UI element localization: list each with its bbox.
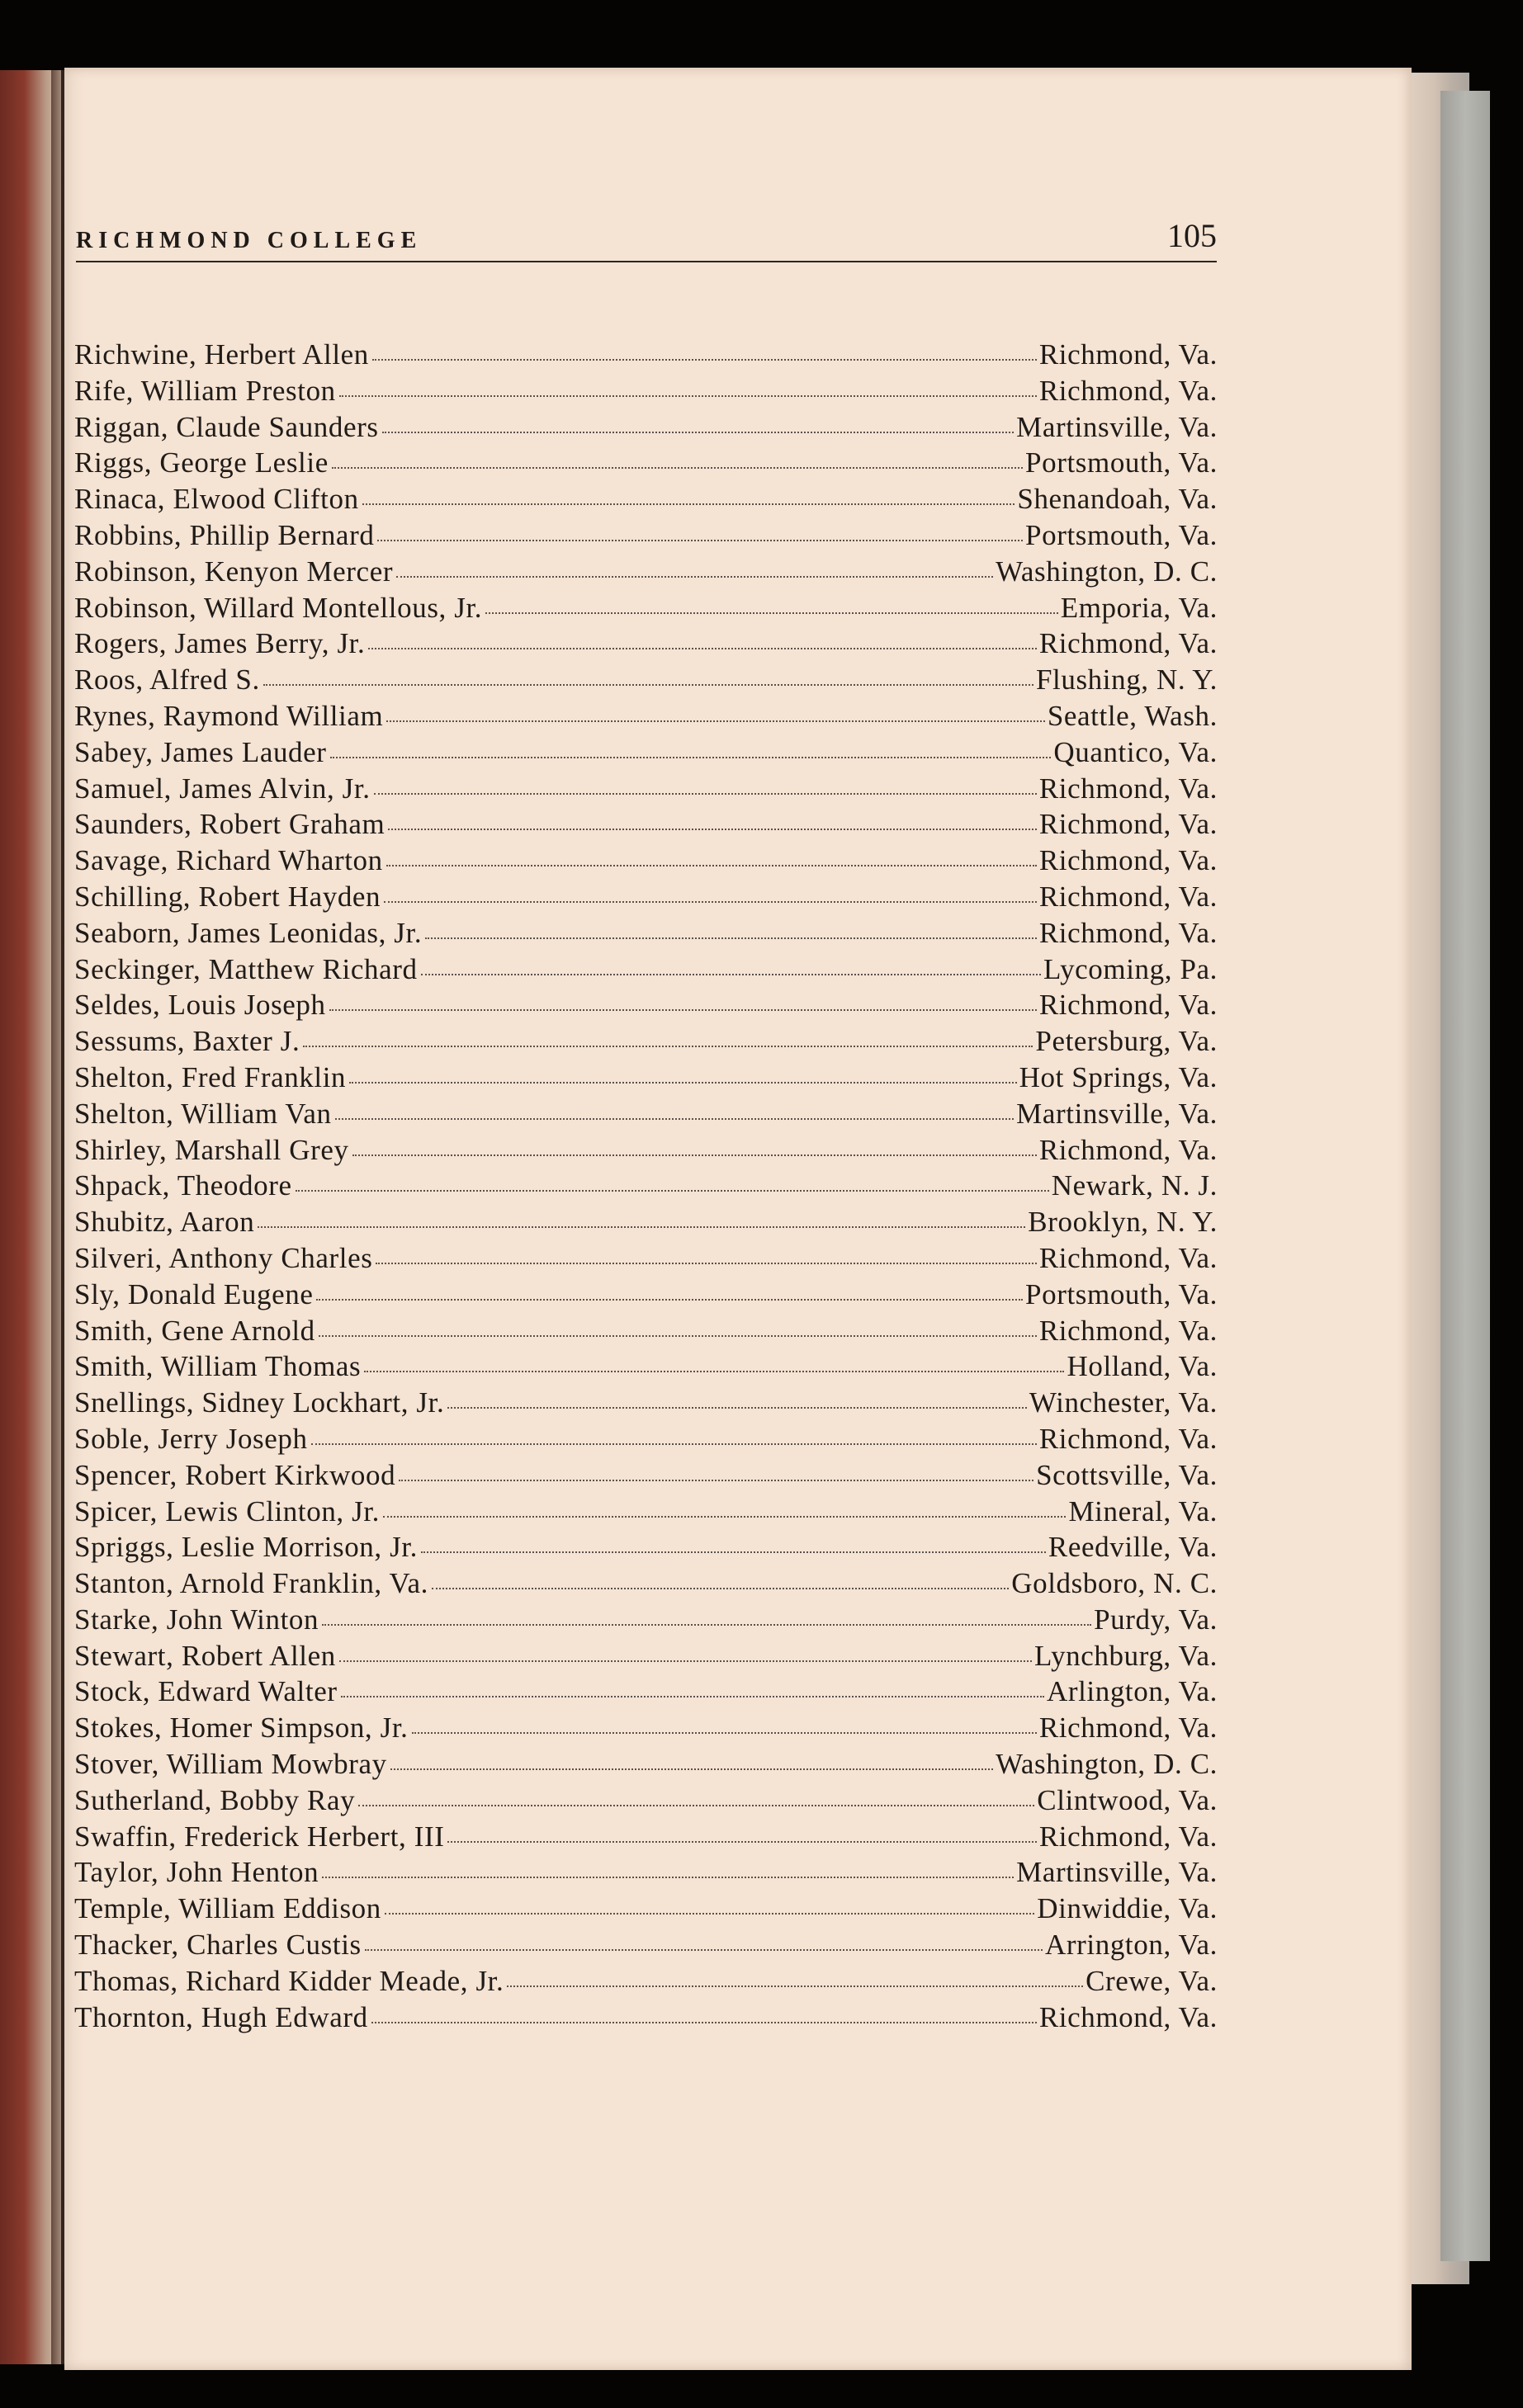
hometown: Richmond, Va. — [1038, 627, 1218, 660]
hometown: Richmond, Va. — [1038, 1133, 1218, 1166]
dot-leader — [376, 1263, 1036, 1264]
dot-leader — [377, 540, 1023, 541]
list-item — [74, 1204, 1218, 1240]
hometown: Holland, Va. — [1067, 1350, 1218, 1383]
student-name: Swaffin, Frederick Herbert, III — [74, 1820, 445, 1853]
dot-leader — [339, 395, 1037, 397]
student-name: Stanton, Arnold Franklin, Va. — [74, 1567, 428, 1600]
student-name: Robinson, Kenyon Mercer — [74, 555, 394, 588]
hometown: Crewe, Va. — [1085, 1964, 1218, 1997]
dot-leader — [382, 432, 1015, 433]
list-item — [74, 1891, 1218, 1927]
student-name: Seldes, Louis Joseph — [74, 989, 326, 1022]
dot-leader — [432, 1588, 1009, 1589]
hometown: Arlington, Va. — [1046, 1675, 1218, 1708]
list-item — [74, 1746, 1218, 1782]
dot-leader — [365, 1949, 1043, 1951]
list-item — [74, 1313, 1218, 1349]
dot-leader — [322, 1624, 1091, 1626]
dot-leader — [332, 467, 1023, 469]
list-item — [74, 1927, 1218, 1963]
list-item — [74, 445, 1218, 481]
list-item — [74, 1132, 1218, 1169]
page-number: 105 — [1167, 217, 1217, 254]
dot-leader — [362, 503, 1015, 505]
student-name: Riggan, Claude Saunders — [74, 410, 379, 443]
student-name: Seaborn, James Leonidas, Jr. — [74, 916, 423, 949]
dot-leader — [425, 937, 1037, 939]
hometown: Arrington, Va. — [1045, 1929, 1218, 1962]
dot-leader — [371, 2022, 1037, 2023]
list-item — [74, 843, 1218, 879]
student-name: Richwine, Herbert Allen — [74, 338, 369, 371]
list-item — [74, 517, 1218, 554]
list-item — [74, 1565, 1218, 1602]
dot-leader — [507, 1985, 1083, 1987]
list-item — [74, 879, 1218, 915]
list-item — [74, 554, 1218, 590]
page-header — [76, 187, 1217, 261]
student-name: Roos, Alfred S. — [74, 663, 260, 696]
student-name: Sutherland, Bobby Ray — [74, 1783, 356, 1816]
student-name: Starke, John Winton — [74, 1603, 319, 1636]
dot-leader — [412, 1732, 1037, 1734]
list-item — [74, 1168, 1218, 1204]
list-item — [74, 373, 1218, 409]
student-name: Smith, Gene Arnold — [74, 1314, 315, 1347]
dot-leader — [364, 1371, 1064, 1372]
dot-leader — [341, 1696, 1044, 1697]
hometown: Richmond, Va. — [1038, 772, 1218, 805]
hometown: Richmond, Va. — [1038, 2000, 1218, 2033]
student-name: Rynes, Raymond William — [74, 699, 384, 732]
hometown: Portsmouth, Va. — [1025, 518, 1218, 551]
hometown: Petersburg, Va. — [1035, 1025, 1218, 1058]
student-name: Sly, Donald Eugene — [74, 1277, 314, 1310]
running-head: RICHMOND COLLEGE — [76, 228, 423, 253]
dot-leader — [372, 359, 1037, 361]
list-item — [74, 590, 1218, 626]
student-name: Silveri, Anthony Charles — [74, 1241, 373, 1274]
list-item — [74, 409, 1218, 446]
dot-leader — [311, 1443, 1037, 1445]
dot-leader — [396, 576, 993, 578]
hometown: Richmond, Va. — [1038, 989, 1218, 1022]
hometown: Richmond, Va. — [1038, 1712, 1218, 1745]
hometown: Portsmouth, Va. — [1025, 1277, 1218, 1310]
student-name: Schilling, Robert Hayden — [74, 880, 381, 913]
dot-leader — [316, 1299, 1023, 1301]
list-item — [74, 1494, 1218, 1530]
student-name: Sessums, Baxter J. — [74, 1025, 300, 1058]
hometown: Brooklyn, N. Y. — [1028, 1206, 1218, 1239]
student-name: Rogers, James Berry, Jr. — [74, 627, 366, 660]
dot-leader — [319, 1335, 1037, 1337]
list-item — [74, 337, 1218, 373]
dot-leader — [330, 757, 1052, 758]
list-item — [74, 1060, 1218, 1096]
hometown: Richmond, Va. — [1038, 808, 1218, 841]
list-item — [74, 1240, 1218, 1277]
dot-leader — [421, 974, 1041, 975]
hometown: Seattle, Wash. — [1047, 699, 1218, 732]
student-name: Thacker, Charles Custis — [74, 1929, 362, 1962]
hometown: Washington, D. C. — [996, 1748, 1218, 1781]
hometown: Richmond, Va. — [1038, 1422, 1218, 1455]
list-item — [74, 698, 1218, 734]
list-item — [74, 1023, 1218, 1060]
hometown: Richmond, Va. — [1038, 880, 1218, 913]
student-name: Shpack, Theodore — [74, 1169, 292, 1202]
student-name: Spicer, Lewis Clinton, Jr. — [74, 1494, 381, 1527]
list-item — [74, 1421, 1218, 1457]
hometown: Reedville, Va. — [1048, 1531, 1218, 1564]
list-item — [74, 1385, 1218, 1421]
dot-leader — [349, 1082, 1016, 1084]
hometown: Lycoming, Pa. — [1043, 952, 1218, 985]
list-item — [74, 1819, 1218, 1855]
hometown: Mineral, Va. — [1068, 1494, 1218, 1527]
list-item — [74, 1602, 1218, 1638]
dot-leader — [447, 1407, 1027, 1409]
list-item — [74, 1854, 1218, 1891]
student-name: Shubitz, Aaron — [74, 1206, 255, 1239]
dot-leader — [447, 1841, 1036, 1843]
dot-leader — [352, 1154, 1037, 1156]
hometown: Richmond, Va. — [1038, 1820, 1218, 1853]
student-name: Savage, Richard Wharton — [74, 844, 383, 877]
list-item — [74, 951, 1218, 988]
student-name: Rife, William Preston — [74, 374, 336, 407]
student-name: Temple, William Eddison — [74, 1892, 381, 1925]
dot-leader — [322, 1877, 1014, 1878]
dot-leader — [421, 1551, 1046, 1553]
list-item — [74, 2000, 1218, 2036]
list-item — [74, 1277, 1218, 1313]
hometown: Lynchburg, Va. — [1034, 1639, 1218, 1672]
student-name: Saunders, Robert Graham — [74, 808, 385, 841]
list-item — [74, 1710, 1218, 1746]
hometown: Richmond, Va. — [1038, 374, 1218, 407]
dot-leader — [368, 648, 1036, 649]
hometown: Washington, D. C. — [996, 555, 1218, 588]
hometown: Richmond, Va. — [1038, 916, 1218, 949]
hometown: Emporia, Va. — [1060, 591, 1218, 624]
hometown: Winchester, Va. — [1029, 1386, 1218, 1419]
list-item — [74, 734, 1218, 771]
hometown: Martinsville, Va. — [1016, 410, 1218, 443]
list-item — [74, 481, 1218, 517]
dot-leader — [390, 1768, 993, 1770]
hometown: Portsmouth, Va. — [1025, 446, 1218, 479]
hometown: Scottsville, Va. — [1036, 1458, 1218, 1491]
list-item — [74, 915, 1218, 951]
list-item — [74, 662, 1218, 698]
student-name: Rinaca, Elwood Clifton — [74, 483, 359, 516]
list-item — [74, 1348, 1218, 1385]
hometown: Flushing, N. Y. — [1035, 663, 1218, 696]
dot-leader — [258, 1226, 1025, 1228]
student-name: Thomas, Richard Kidder Meade, Jr. — [74, 1964, 504, 1997]
hometown: Purdy, Va. — [1094, 1603, 1218, 1636]
student-name: Taylor, John Henton — [74, 1856, 319, 1889]
hometown: Martinsville, Va. — [1016, 1097, 1218, 1130]
hometown: Quantico, Va. — [1053, 735, 1218, 768]
hometown: Martinsville, Va. — [1016, 1856, 1218, 1889]
student-name: Riggs, George Leslie — [74, 446, 329, 479]
dot-leader — [386, 720, 1045, 722]
student-name: Shelton, Fred Franklin — [74, 1060, 347, 1093]
dot-leader — [374, 793, 1037, 795]
list-item — [74, 1529, 1218, 1565]
page-edges-back — [1440, 91, 1490, 2261]
header-rule — [76, 261, 1217, 262]
dot-leader — [263, 684, 1033, 686]
hometown: Clintwood, Va. — [1037, 1783, 1218, 1816]
list-item — [74, 626, 1218, 662]
dot-leader — [358, 1805, 1034, 1806]
list-item — [74, 806, 1218, 843]
hometown: Goldsboro, N. C. — [1011, 1567, 1218, 1600]
dot-leader — [335, 1118, 1015, 1120]
student-name: Stock, Edward Walter — [74, 1675, 338, 1708]
student-name: Sabey, James Lauder — [74, 735, 327, 768]
student-name: Seckinger, Matthew Richard — [74, 952, 418, 985]
list-item — [74, 1782, 1218, 1819]
list-item — [74, 1963, 1218, 2000]
hometown: Richmond, Va. — [1038, 1314, 1218, 1347]
student-name: Stokes, Homer Simpson, Jr. — [74, 1712, 409, 1745]
hometown: Shenandoah, Va. — [1017, 483, 1218, 516]
list-item — [74, 1638, 1218, 1674]
dot-leader — [399, 1480, 1033, 1481]
student-name: Smith, William Thomas — [74, 1350, 362, 1383]
list-item — [74, 771, 1218, 807]
student-name: Spencer, Robert Kirkwood — [74, 1458, 396, 1491]
student-name: Robbins, Phillip Bernard — [74, 518, 375, 551]
list-item — [74, 1096, 1218, 1132]
student-name: Snellings, Sidney Lockhart, Jr. — [74, 1386, 445, 1419]
directory-list — [74, 337, 1218, 2035]
hometown: Richmond, Va. — [1038, 338, 1218, 371]
student-name: Samuel, James Alvin, Jr. — [74, 772, 371, 805]
student-name: Robinson, Willard Montellous, Jr. — [74, 591, 483, 624]
dot-leader — [383, 1516, 1066, 1518]
dot-leader — [388, 829, 1036, 830]
student-name: Stewart, Robert Allen — [74, 1639, 336, 1672]
hometown: Richmond, Va. — [1038, 844, 1218, 877]
dot-leader — [303, 1046, 1033, 1047]
student-name: Spriggs, Leslie Morrison, Jr. — [74, 1531, 419, 1564]
list-item — [74, 1457, 1218, 1494]
hometown: Richmond, Va. — [1038, 1241, 1218, 1274]
student-name: Stover, William Mowbray — [74, 1748, 387, 1781]
dot-leader — [485, 612, 1058, 614]
dot-leader — [384, 901, 1037, 903]
hometown: Newark, N. J. — [1051, 1169, 1218, 1202]
dot-leader — [339, 1660, 1032, 1662]
dot-leader — [386, 865, 1037, 866]
hometown: Hot Springs, Va. — [1019, 1060, 1218, 1093]
student-name: Shirley, Marshall Grey — [74, 1133, 349, 1166]
dot-leader — [329, 1009, 1037, 1011]
dot-leader — [296, 1190, 1049, 1192]
list-item — [74, 1674, 1218, 1710]
student-name: Thornton, Hugh Edward — [74, 2000, 368, 2033]
student-name: Soble, Jerry Joseph — [74, 1422, 308, 1455]
dot-leader — [385, 1913, 1034, 1915]
list-item — [74, 987, 1218, 1023]
student-name: Shelton, William Van — [74, 1097, 332, 1130]
hometown: Dinwiddie, Va. — [1037, 1892, 1218, 1925]
